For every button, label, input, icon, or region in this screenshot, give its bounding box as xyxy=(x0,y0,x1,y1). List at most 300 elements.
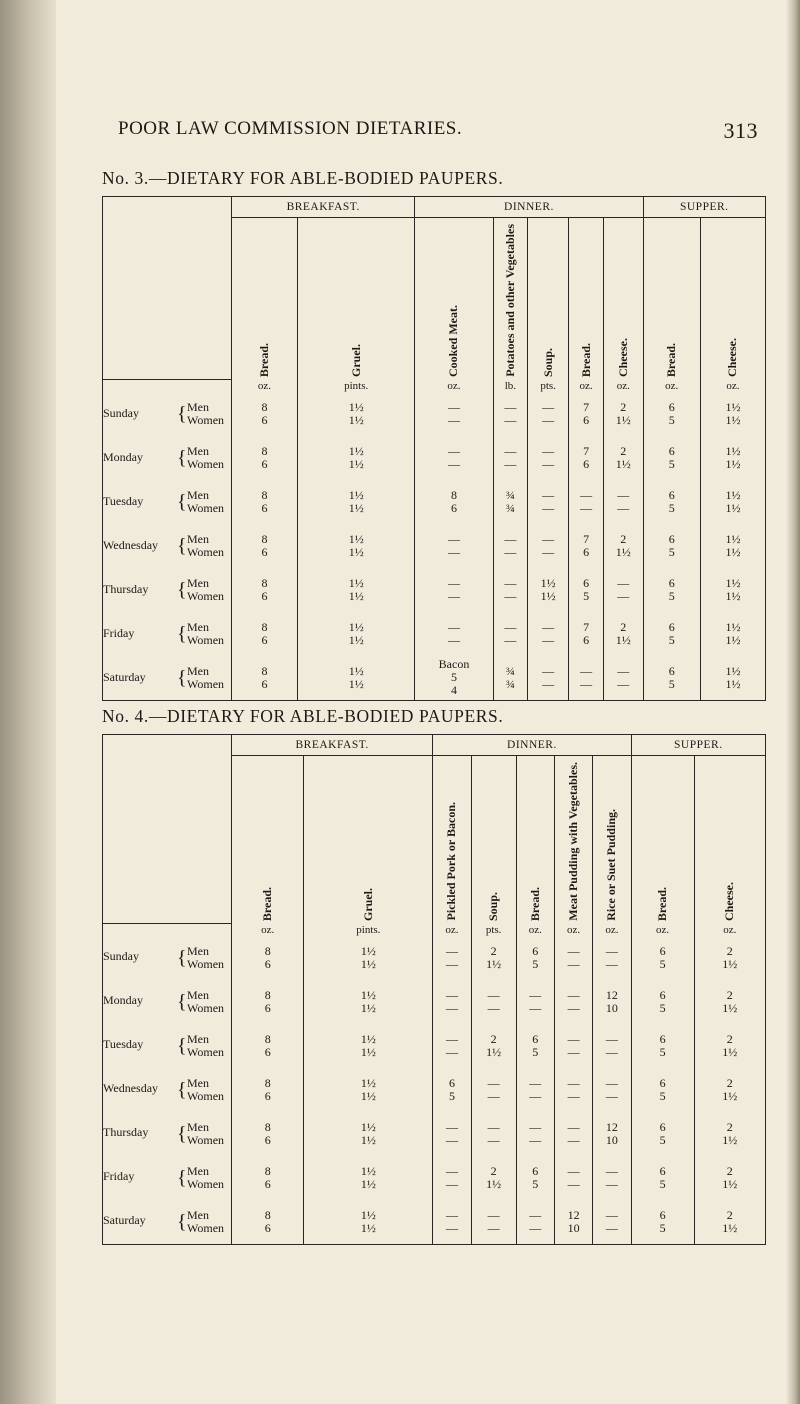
day-label xyxy=(103,480,232,524)
unit-cell: pts. xyxy=(471,924,516,936)
table-cell xyxy=(433,1068,471,1112)
cell-women: 1½ xyxy=(722,1000,738,1015)
table-cell xyxy=(493,568,528,612)
cell-men: — xyxy=(605,1163,618,1178)
cell-men: 8 xyxy=(264,987,271,1002)
cell-women: — xyxy=(567,1000,580,1015)
cell-men: 6 xyxy=(668,399,675,414)
cell-men: 7 xyxy=(583,531,590,546)
table-cell xyxy=(304,1112,433,1156)
cell-women: — xyxy=(504,544,517,559)
cell-men: 6 xyxy=(659,987,666,1002)
table-cell xyxy=(554,980,592,1024)
table-cell xyxy=(700,612,765,656)
cell-women: 6 xyxy=(261,412,268,427)
brace: { xyxy=(177,990,187,1013)
brace: { xyxy=(177,402,187,425)
brace: { xyxy=(177,622,187,645)
brace: { xyxy=(177,666,187,689)
table-cell xyxy=(593,1156,631,1200)
cell-women: 1½ xyxy=(348,544,364,559)
cell-women: 6 xyxy=(583,544,590,559)
brace: { xyxy=(177,1078,187,1101)
table-cell xyxy=(232,1200,304,1245)
cell-women: 1½ xyxy=(722,956,738,971)
sex-men: Men xyxy=(187,443,209,458)
cell-men: — xyxy=(542,663,555,678)
cell-women: — xyxy=(447,412,460,427)
cell-men: — xyxy=(445,1119,458,1134)
brace: { xyxy=(177,446,187,469)
cell-men: 2 xyxy=(726,1031,733,1046)
table-cell xyxy=(631,1024,694,1068)
cell-note: Bacon xyxy=(438,657,470,672)
cell-women: 1½ xyxy=(725,676,741,691)
table-cell xyxy=(569,612,604,656)
cell-women: 6 xyxy=(583,456,590,471)
day-label xyxy=(103,524,232,568)
cell-women: — xyxy=(605,1088,618,1103)
cell-men: — xyxy=(445,1163,458,1178)
sex-labels xyxy=(187,401,224,427)
table-cell xyxy=(528,480,569,524)
day-label xyxy=(103,1200,232,1245)
cell-women: — xyxy=(447,632,460,647)
cell-women: 5 xyxy=(659,1044,666,1059)
cell-women: 1½ xyxy=(348,412,364,427)
table-cell xyxy=(569,568,604,612)
sex-women: Women xyxy=(187,456,225,471)
table-cell xyxy=(593,1024,631,1068)
day-name: Friday xyxy=(103,1169,135,1184)
column-header: Potatoes and other Vegetables xyxy=(493,218,528,380)
table-cell xyxy=(493,480,528,524)
cell-women: 1½ xyxy=(360,1220,376,1235)
cell-women: — xyxy=(617,500,630,515)
cell-men: — xyxy=(567,1031,580,1046)
cell-men: — xyxy=(567,1075,580,1090)
sex-labels xyxy=(187,533,224,559)
cell-men: 1½ xyxy=(725,663,741,678)
cell-women: — xyxy=(542,412,555,427)
cell-men: — xyxy=(542,487,555,502)
cell-men: — xyxy=(605,1207,618,1222)
sex-labels xyxy=(187,1077,224,1103)
cell-men: 12 xyxy=(567,1207,580,1222)
cell-men: — xyxy=(504,619,517,634)
cell-women: — xyxy=(445,956,458,971)
cell-women: 6 xyxy=(264,1000,271,1015)
cell-women: 10 xyxy=(605,1132,618,1147)
sex-labels xyxy=(187,1033,224,1059)
table-cell xyxy=(304,1200,433,1245)
cell-women: — xyxy=(567,1044,580,1059)
cell-women: 1½ xyxy=(348,632,364,647)
row-label-header xyxy=(103,197,232,380)
cell-men: 8 xyxy=(261,663,268,678)
table-row xyxy=(103,1068,766,1112)
table-row xyxy=(103,980,766,1024)
cell-women: 5 xyxy=(668,588,675,603)
table-cell xyxy=(643,656,700,701)
table-cell xyxy=(604,392,644,436)
table-cell xyxy=(232,480,298,524)
table-cell xyxy=(304,1068,433,1112)
cell-women: 5 xyxy=(532,1044,539,1059)
cell-women: — xyxy=(567,956,580,971)
sex-men: Men xyxy=(187,987,209,1002)
cell-women: 1½ xyxy=(348,500,364,515)
cell-men: 8 xyxy=(264,1163,271,1178)
cell-men: 1½ xyxy=(348,399,364,414)
table-cell xyxy=(554,1024,592,1068)
cell-men: 6 xyxy=(659,1031,666,1046)
unit-cell: oz. xyxy=(415,380,493,392)
sex-labels xyxy=(187,621,224,647)
table-cell xyxy=(493,524,528,568)
table-cell xyxy=(700,524,765,568)
cell-men: 8 xyxy=(261,443,268,458)
column-header: Bread. xyxy=(569,218,604,380)
cell-women: ¾ xyxy=(505,500,515,515)
cell-women: 6 xyxy=(261,456,268,471)
cell-women: — xyxy=(580,676,593,691)
units-label xyxy=(103,924,232,936)
cell-women: 5 xyxy=(668,412,675,427)
sex-men: Men xyxy=(187,1119,209,1134)
cell-men: 6 xyxy=(532,1031,539,1046)
table-cell xyxy=(528,392,569,436)
unit-cell: oz. xyxy=(516,924,554,936)
cell-women: 5 xyxy=(659,1132,666,1147)
unit-cell: pts. xyxy=(528,380,569,392)
cell-men: — xyxy=(529,1119,542,1134)
cell-women: 1½ xyxy=(725,456,741,471)
table-cell xyxy=(554,1112,592,1156)
column-header: Soup. xyxy=(471,756,516,924)
column-header: Bread. xyxy=(232,756,304,924)
column-header: Soup. xyxy=(528,218,569,380)
cell-women: — xyxy=(580,500,593,515)
table-cell xyxy=(604,524,644,568)
table-row xyxy=(103,1112,766,1156)
table-cell xyxy=(694,1156,765,1200)
table-row xyxy=(103,1200,766,1245)
cell-women: 4 xyxy=(450,683,457,698)
cell-men: 2 xyxy=(726,1207,733,1222)
cell-men: 2 xyxy=(490,1163,497,1178)
unit-cell: lb. xyxy=(493,380,528,392)
table-row xyxy=(103,656,766,701)
table-cell xyxy=(604,436,644,480)
page-edge xyxy=(786,0,800,1404)
table-cell xyxy=(471,1112,516,1156)
cell-men: — xyxy=(580,663,593,678)
page-number: 313 xyxy=(723,118,758,143)
cell-women: 1½ xyxy=(615,412,631,427)
cell-women: — xyxy=(542,456,555,471)
day-name: Thursday xyxy=(103,581,149,596)
cell-women: — xyxy=(504,456,517,471)
cell-men: 1½ xyxy=(348,575,364,590)
cell-women: 5 xyxy=(659,1088,666,1103)
sex-men: Men xyxy=(187,531,209,546)
cell-men: 1½ xyxy=(725,399,741,414)
cell-men: — xyxy=(542,619,555,634)
table-cell xyxy=(471,1200,516,1245)
table-cell xyxy=(304,980,433,1024)
table-cell xyxy=(694,980,765,1024)
table-cell xyxy=(631,980,694,1024)
cell-women: 1½ xyxy=(360,1044,376,1059)
cell-men: 7 xyxy=(583,619,590,634)
cell-men: 12 xyxy=(605,987,618,1002)
column-header: Bread. xyxy=(516,756,554,924)
cell-women: 5 xyxy=(659,1000,666,1015)
table-cell xyxy=(700,392,765,436)
table-cell xyxy=(232,524,298,568)
cell-men: — xyxy=(542,399,555,414)
table-cell xyxy=(528,568,569,612)
day-label xyxy=(103,392,232,436)
table-row xyxy=(103,436,766,480)
table-cell xyxy=(700,656,765,701)
cell-women: 5 xyxy=(659,956,666,971)
column-header: Gruel. xyxy=(304,756,433,924)
cell-men: 1½ xyxy=(348,443,364,458)
table-cell xyxy=(516,936,554,980)
cell-women: 1½ xyxy=(722,1044,738,1059)
sex-men: Men xyxy=(187,619,209,634)
table-cell xyxy=(593,936,631,980)
cell-women: 6 xyxy=(264,1044,271,1059)
cell-women: — xyxy=(617,588,630,603)
table-cell xyxy=(554,1200,592,1245)
cell-men: — xyxy=(487,1207,500,1222)
cell-men: — xyxy=(487,1119,500,1134)
cell-women: 1½ xyxy=(486,1176,502,1191)
table-cell xyxy=(516,1112,554,1156)
cell-men: — xyxy=(487,1075,500,1090)
table-cell xyxy=(643,524,700,568)
cell-men: — xyxy=(445,1031,458,1046)
table-cell xyxy=(604,480,644,524)
cell-men: ¾ xyxy=(505,663,515,678)
cell-men: — xyxy=(567,1163,580,1178)
cell-women: — xyxy=(567,1132,580,1147)
table-cell xyxy=(643,568,700,612)
cell-women: — xyxy=(504,632,517,647)
table-cell xyxy=(631,1068,694,1112)
cell-women: 5 xyxy=(659,1220,666,1235)
cell-women: 5 xyxy=(659,1176,666,1191)
table-row xyxy=(103,524,766,568)
cell-women: 6 xyxy=(264,1220,271,1235)
cell-women: — xyxy=(487,1000,500,1015)
cell-men: 6 xyxy=(532,943,539,958)
cell-men: 6 xyxy=(668,487,675,502)
table-cell xyxy=(554,1156,592,1200)
table-cell xyxy=(232,1068,304,1112)
column-header: Gruel. xyxy=(297,218,414,380)
table-cell xyxy=(516,1156,554,1200)
table-cell xyxy=(700,480,765,524)
unit-cell: oz. xyxy=(569,380,604,392)
cell-women: 6 xyxy=(261,500,268,515)
cell-men: 6 xyxy=(659,1119,666,1134)
table-row xyxy=(103,936,766,980)
dietary-table-4 xyxy=(102,734,766,1245)
cell-women: 1½ xyxy=(360,1000,376,1015)
table-cell xyxy=(604,568,644,612)
sex-labels xyxy=(187,989,224,1015)
table-cell xyxy=(232,936,304,980)
cell-men: — xyxy=(567,943,580,958)
cell-women: 1½ xyxy=(725,588,741,603)
brace: { xyxy=(177,1166,187,1189)
cell-women: 5 xyxy=(668,456,675,471)
column-header: Bread. xyxy=(631,756,694,924)
table-cell xyxy=(593,1068,631,1112)
cell-men: 2 xyxy=(620,399,627,414)
unit-cell: oz. xyxy=(232,924,304,936)
cell-men: 2 xyxy=(620,443,627,458)
cell-women: 6 xyxy=(261,632,268,647)
sex-labels xyxy=(187,665,224,691)
table-cell xyxy=(433,1156,471,1200)
table-cell xyxy=(631,1200,694,1245)
day-name: Tuesday xyxy=(103,493,144,508)
day-label xyxy=(103,1112,232,1156)
table-cell xyxy=(304,1156,433,1200)
cell-women: 6 xyxy=(583,412,590,427)
table-cell xyxy=(493,656,528,701)
table-cell xyxy=(643,392,700,436)
cell-men: 5 xyxy=(450,670,457,685)
cell-women: 5 xyxy=(668,676,675,691)
cell-women: 1½ xyxy=(615,456,631,471)
cell-women: — xyxy=(504,412,517,427)
sex-women: Women xyxy=(187,1000,225,1015)
table-row xyxy=(103,480,766,524)
cell-men: 1½ xyxy=(360,1207,376,1222)
day-name: Monday xyxy=(103,993,143,1008)
cell-men: — xyxy=(567,987,580,1002)
table-cell xyxy=(297,480,414,524)
cell-men: 2 xyxy=(620,531,627,546)
cell-women: 1½ xyxy=(360,956,376,971)
table-cell xyxy=(643,612,700,656)
brace: { xyxy=(177,946,187,969)
unit-cell: oz. xyxy=(604,380,644,392)
table-row xyxy=(103,1024,766,1068)
sex-labels xyxy=(187,489,224,515)
unit-cell: pints. xyxy=(297,380,414,392)
sex-labels xyxy=(187,1121,224,1147)
cell-men: 6 xyxy=(668,663,675,678)
cell-women: — xyxy=(529,1132,542,1147)
cell-men: 1½ xyxy=(360,1119,376,1134)
unit-cell: pints. xyxy=(304,924,433,936)
day-name: Monday xyxy=(103,449,143,464)
unit-cell: oz. xyxy=(643,380,700,392)
cell-men: 1½ xyxy=(348,619,364,634)
cell-women: — xyxy=(445,1132,458,1147)
binding-gutter xyxy=(0,0,56,1404)
table-cell xyxy=(643,480,700,524)
units-label xyxy=(103,380,232,392)
cell-women: — xyxy=(542,500,555,515)
table-cell xyxy=(631,1156,694,1200)
day-name: Wednesday xyxy=(103,1081,159,1096)
day-label xyxy=(103,1068,232,1112)
table-cell xyxy=(297,524,414,568)
unit-cell: oz. xyxy=(433,924,471,936)
cell-women: — xyxy=(447,544,460,559)
table-cell xyxy=(433,936,471,980)
day-label xyxy=(103,656,232,701)
cell-men: 1½ xyxy=(348,487,364,502)
table-cell xyxy=(516,980,554,1024)
column-header: Pickled Pork or Bacon. xyxy=(433,756,471,924)
cell-women: — xyxy=(487,1132,500,1147)
cell-men: — xyxy=(617,575,630,590)
cell-men: 2 xyxy=(620,619,627,634)
cell-men: 1½ xyxy=(360,1075,376,1090)
table-cell xyxy=(604,612,644,656)
table-cell xyxy=(516,1024,554,1068)
table-cell xyxy=(528,436,569,480)
table-cell xyxy=(471,1068,516,1112)
cell-women: 1½ xyxy=(360,1176,376,1191)
table-cell xyxy=(304,1024,433,1068)
cell-men: 1½ xyxy=(360,1031,376,1046)
cell-women: 5 xyxy=(668,544,675,559)
cell-men: 1½ xyxy=(725,443,741,458)
table-cell xyxy=(232,436,298,480)
table-cell xyxy=(297,568,414,612)
day-label xyxy=(103,1156,232,1200)
dietary-table-3 xyxy=(102,196,766,701)
table-cell xyxy=(631,936,694,980)
cell-men: — xyxy=(504,443,517,458)
sex-women: Women xyxy=(187,1044,225,1059)
day-label xyxy=(103,436,232,480)
group-breakfast: BREAKFAST. xyxy=(232,735,433,756)
cell-women: — xyxy=(445,1176,458,1191)
table-cell xyxy=(415,568,493,612)
table-cell xyxy=(471,936,516,980)
sex-men: Men xyxy=(187,487,209,502)
cell-men: 6 xyxy=(448,1075,455,1090)
cell-men: 1½ xyxy=(725,575,741,590)
cell-women: — xyxy=(605,1044,618,1059)
cell-men: — xyxy=(529,1207,542,1222)
table-cell xyxy=(304,936,433,980)
cell-women: — xyxy=(542,544,555,559)
cell-women: 1½ xyxy=(540,588,556,603)
day-name: Saturday xyxy=(103,669,146,684)
cell-women: — xyxy=(447,588,460,603)
cell-men: — xyxy=(504,575,517,590)
cell-women: 6 xyxy=(583,632,590,647)
day-label xyxy=(103,568,232,612)
table-row xyxy=(103,1156,766,1200)
cell-men: 6 xyxy=(668,575,675,590)
units-row xyxy=(103,380,766,392)
table-cell xyxy=(694,1112,765,1156)
cell-men: 8 xyxy=(264,1207,271,1222)
